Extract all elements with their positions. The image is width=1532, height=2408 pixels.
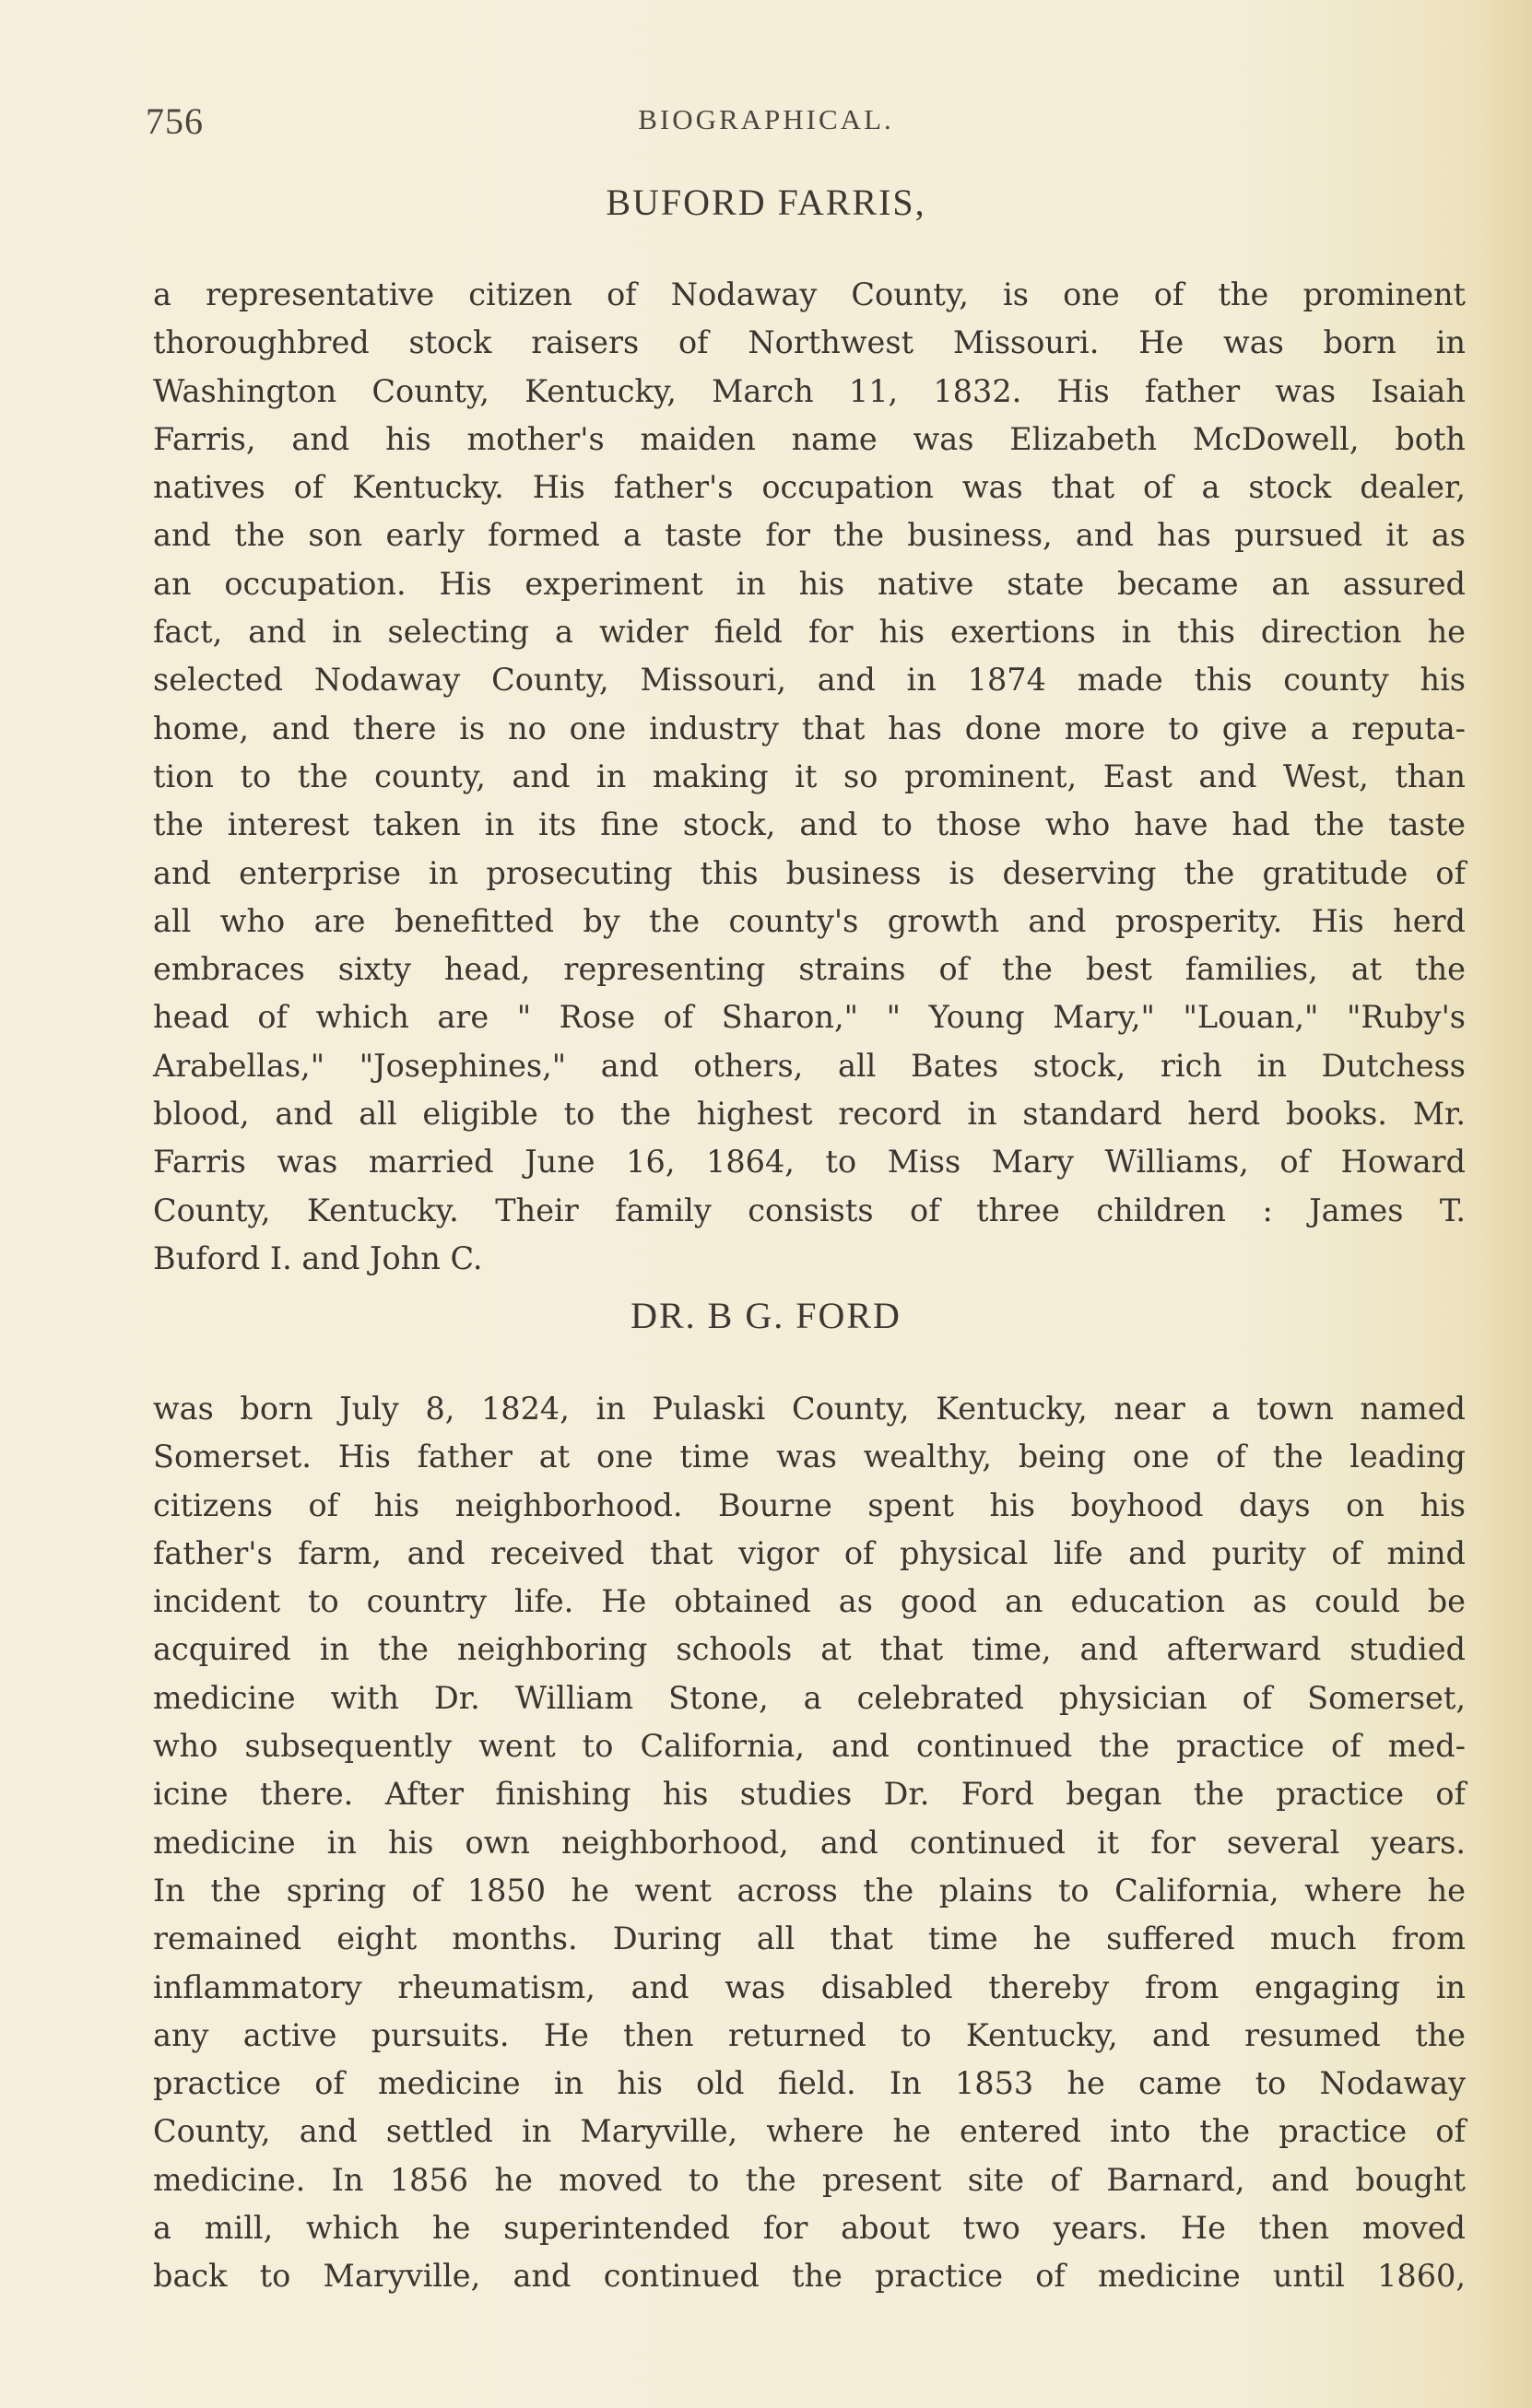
page-edge-shading [1477, 0, 1532, 2408]
text-line: back to Maryville, and continued the practice of medicine until 1860, [153, 2258, 1466, 2295]
text-line: medicine with Dr. William Stone, a celebrated physician of Somerset, [153, 1679, 1466, 1716]
text-line: head of which are " Rose of Sharon," " Young Mary," "Louan," "Ruby's [153, 999, 1466, 1036]
text-line: incident to country life. He obtained as good an education as could be [153, 1583, 1466, 1620]
text-line: tion to the county, and in making it so prominent, East and West, than [153, 758, 1466, 794]
page-number: 756 [146, 100, 204, 142]
running-head: BIOGRAPHICAL. [638, 103, 894, 135]
biography-dr-ford [153, 1385, 1466, 2301]
text-line: icine there. After finishing his studies Dr. Ford began the practice of [153, 1776, 1466, 1813]
text-line: selected Nodaway County, Missouri, and in 1874 made this county his [153, 662, 1466, 699]
text-line: and the son early formed a taste for the business, and has pursued it as [153, 517, 1466, 554]
text-line: In the spring of 1850 he went across the plains to California, where he [153, 1872, 1466, 1909]
text-line: Somerset. His father at one time was wealthy, being one of the leading [153, 1439, 1466, 1475]
text-line: Farris, and his mother's maiden name was Elizabeth McDowell, both [153, 420, 1466, 457]
text-line: a mill, which he superintended for about two years. He then moved [153, 2210, 1466, 2247]
biography-buford-farris [153, 271, 1466, 1283]
text-line: a representative citizen of Nodaway County, is one of the prominent [153, 276, 1466, 312]
text-line: Arabellas," "Josephines," and others, all Bates stock, rich in Dutchess [153, 1047, 1466, 1084]
text-line: County, Kentucky. Their family consists of three children : James T. [153, 1192, 1466, 1228]
text-line: Buford I. and John C. [153, 1239, 483, 1276]
text-line: home, and there is no one industry that has done more to give a reputa- [153, 710, 1466, 746]
text-line: any active pursuits. He then returned to Kentucky, and resumed the [153, 2016, 1466, 2053]
text-line: practice of medicine in his old field. In 1853 he came to Nodaway [153, 2065, 1466, 2102]
text-line: Washington County, Kentucky, March 11, 1832. His father was Isaiah [153, 372, 1466, 409]
text-line: inflammatory rheumatism, and was disabled thereby from engaging in [153, 1968, 1466, 2005]
text-line: citizens of his neighborhood. Bourne spent his boyhood days on his [153, 1486, 1466, 1523]
text-line: remained eight months. During all that time he suffered much from [153, 1921, 1466, 1957]
text-line: the interest taken in its fine stock, and to those who have had the taste [153, 806, 1466, 843]
text-line: medicine in his own neighborhood, and continued it for several years. [153, 1824, 1466, 1861]
text-line: thoroughbred stock raisers of Northwest Missouri. He was born in [153, 324, 1466, 361]
text-line: fact, and in selecting a wider field for his exertions in this direction he [153, 614, 1466, 651]
text-line: was born July 8, 1824, in Pulaski County, Kentucky, near a town named [153, 1391, 1466, 1427]
section-title-dr-ford: DR. B G. FORD [630, 1295, 902, 1336]
text-line: who subsequently went to California, and continued the practice of med- [153, 1728, 1466, 1765]
text-line: County, and settled in Maryville, where he entered into the practice of [153, 2113, 1466, 2150]
text-line: natives of Kentucky. His father's occupation was that of a stock dealer, [153, 469, 1466, 506]
text-line: acquired in the neighboring schools at that time, and afterward studied [153, 1631, 1466, 1668]
text-line: Farris was married June 16, 1864, to Miss Mary Williams, of Howard [153, 1144, 1466, 1181]
text-line: father's farm, and received that vigor of physical life and purity of mind [153, 1534, 1466, 1571]
text-line: an occupation. His experiment in his native state became an assured [153, 565, 1466, 602]
text-line: blood, and all eligible to the highest record in standard herd books. Mr. [153, 1096, 1466, 1133]
text-line: and enterprise in prosecuting this business is deserving the gratitude of [153, 854, 1466, 891]
text-line: all who are benefitted by the county's growth and prosperity. His herd [153, 902, 1466, 939]
section-title-buford-farris: BUFORD FARRIS, [606, 182, 926, 223]
text-line: embraces sixty head, representing strains of the best families, at the [153, 951, 1466, 988]
text-line: medicine. In 1856 he moved to the present site of Barnard, and bought [153, 2161, 1466, 2198]
